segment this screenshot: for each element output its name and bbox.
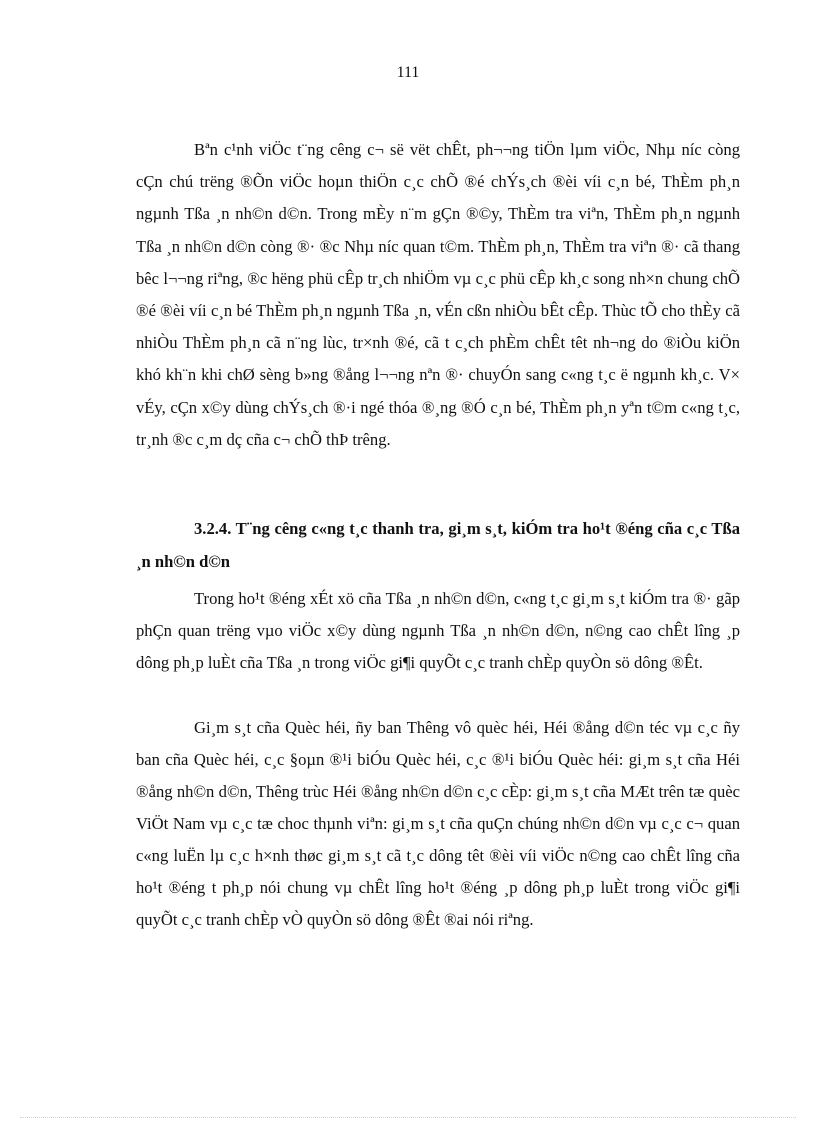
paragraph-1: Bªn c¹nh viÖc t¨ng cêng c¬ së vët chÊt, ph¬¬ng tiÖn lµm viÖc, Nhµ níc còng cÇn chú trëng ®Õn viÖc hoµn thiÖn c¸c chÕ ®é chÝs¸ch ®èi víi c¸n bé, ThÈm ph¸n ngµnh Tßa ¸n nh©n d©n. Trong mÈy n¨m gÇn ®©y, ThÈm tra viªn, ThÈm ph¸n ngµnh Tßa ¸n nh©n d©n còng ®· ®c Nhµ níc quan t©m. ThÈm ph¸n, ThÈm tra viªn ®· cã thang bêc l¬¬ng riªng, ®c hëng phü cÊp tr¸ch nhiÖm vµ c¸c phü cÊp kh¸c song nh×n chung chÕ ®é ®èi víi c¸n bé ThÈm ph¸n ngµnh Tßa ¸n, vÉn cßn nhiÒu bÊt cÊp. Thùc tÕ cho thÈy cã nhiÒu ThÈm ph¸n cã n¨ng lùc, tr×nh ®é, cã t c¸ch phÈm chÊt têt nh¬ng do ®iÒu kiÖn khó kh¨n khi chØ sèng b»ng ®ång l¬¬ng nªn ®· chuyÓn sang c«ng t¸c ë ngµnh kh¸c. V× vÉy, cÇn x©y dùng chÝs¸ch ®·i ngé thóa ®¸ng ®Ó c¸n bé, ThÈm ph¸n yªn t©m c«ng t¸c, tr¸nh ®c c¸m dç cña c¬ chÕ thÞ trêng. [136,140,740,449]
section-heading-3-2-4: 3.2.4. T¨ng cêng c«ng t¸c thanh tra, gi¸m s¸t, kiÓm tra ho¹t ®éng cña c¸c Tßa ¸n nh©n d©n [136,519,740,571]
paragraph-2: Trong ho¹t ®éng xÉt xö cña Tßa ¸n nh©n d©n, c«ng t¸c gi¸m s¸t kiÓm tra ®· gãp phÇn quan trëng vµo viÖc x©y dùng ngµnh Tßa ¸n nh©n d©n, n©ng cao chÊt lîng ¸p dông ph¸p luÈt cña Tßa ¸n trong viÖc gi¶i quyÕt c¸c tranh chÈp quyÒn sö dông ®Êt. [136,589,740,672]
paragraph-3: Gi¸m s¸t cña Quèc héi, ñy ban Thêng vô quèc héi, Héi ®ång d©n téc vµ c¸c ñy ban cña Quèc héi, c¸c §oµn ®¹i biÓu Quèc héi, c¸c ®¹i biÓu Quèc héi: gi¸m s¸t cña Héi ®ång nh©n d©n, Thêng trùc Héi ®ång nh©n d©n c¸c cÈp: gi¸m s¸t cña MÆt trên tæ quèc ViÖt Nam vµ c¸c tæ choc thµnh viªn: gi¸m s¸t cña quÇn chúng nh©n d©n vµ c¸c c¬ quan c«ng luËn lµ c¸c h×nh thøc gi¸m s¸t cã t¸c dông têt ®èi víi viÖc n©ng cao chÊt lîng cña ho¹t ®éng t ph¸p nói chung vµ chÊt lîng ho¹t ®éng ¸p dông ph¸p luÈt trong viÖc gi¶i quyÕt c¸c tranh chÈp vÒ quyÒn sö dông ®Êt ®ai nói riªng. [136,718,740,929]
page-number: 111 [396,64,420,81]
footer-dotted-divider [20,1117,796,1118]
